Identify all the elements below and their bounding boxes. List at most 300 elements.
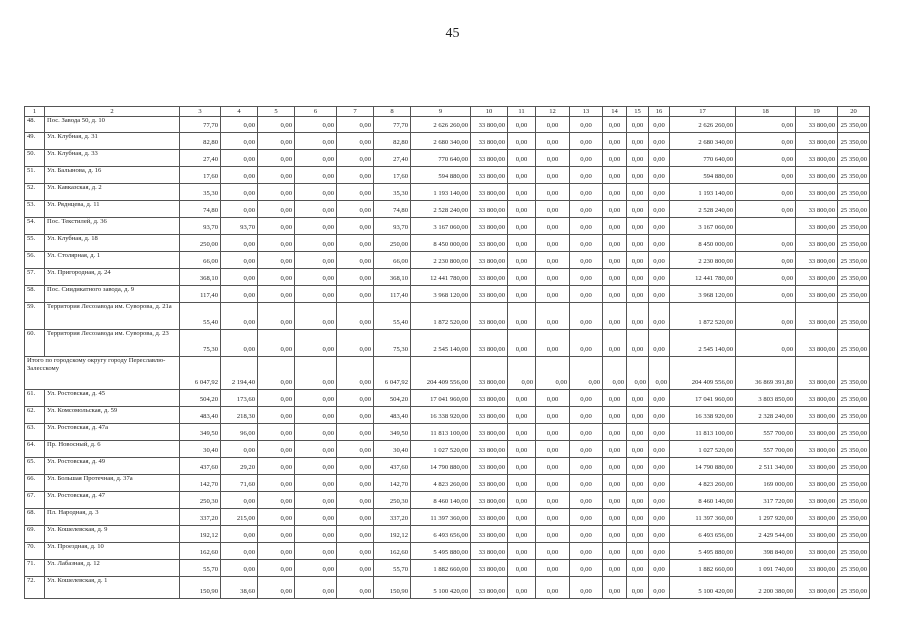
table-cell: 33 800,00 xyxy=(471,357,508,390)
table-cell: 0,00 xyxy=(221,184,258,201)
table-cell: 0,00 xyxy=(337,357,374,390)
column-number: 5 xyxy=(258,107,295,117)
table-cell: 8 460 140,00 xyxy=(411,492,471,509)
table-cell: 33 800,00 xyxy=(471,150,508,167)
table-cell: 0,00 xyxy=(337,543,374,560)
address-cell: Ул. Ростовская, д. 47 xyxy=(45,492,180,509)
table-cell: 25 350,00 xyxy=(838,526,870,543)
table-cell: 25 350,00 xyxy=(838,424,870,441)
table-cell: 30,40 xyxy=(180,441,221,458)
table-cell: 33 800,00 xyxy=(796,357,838,390)
table-cell: 74,80 xyxy=(374,201,411,218)
table-cell: 0,00 xyxy=(649,218,670,235)
table-cell: 0,00 xyxy=(603,577,627,599)
table-cell: 215,00 xyxy=(221,509,258,526)
table-cell: 2 230 800,00 xyxy=(670,252,736,269)
table-cell: 11 813 100,00 xyxy=(670,424,736,441)
table-cell: 0,00 xyxy=(570,458,603,475)
address-cell: Ул. Клубная, д. 18 xyxy=(45,235,180,252)
address-cell: Ул. Лабазная, д. 12 xyxy=(45,560,180,577)
table-cell: 0,00 xyxy=(570,424,603,441)
table-cell: 437,60 xyxy=(180,458,221,475)
table-cell: 0,00 xyxy=(536,357,570,390)
table-cell: 0,00 xyxy=(508,441,536,458)
table-cell: 0,00 xyxy=(570,357,603,390)
table-cell: 0,00 xyxy=(258,330,295,357)
table-cell: 33 800,00 xyxy=(471,269,508,286)
table-cell: 483,40 xyxy=(374,407,411,424)
table-cell: 0,00 xyxy=(337,133,374,150)
table-cell: 33 800,00 xyxy=(796,150,838,167)
table-cell: 0,00 xyxy=(508,235,536,252)
table-cell: 11 397 360,00 xyxy=(411,509,471,526)
table-cell: 0,00 xyxy=(508,492,536,509)
row-number: 54. xyxy=(25,218,45,235)
table-cell: 33 800,00 xyxy=(471,492,508,509)
table-cell: 0,00 xyxy=(337,458,374,475)
table-cell: 0,00 xyxy=(627,577,649,599)
table-cell: 192,12 xyxy=(180,526,221,543)
table-cell: 3 968 120,00 xyxy=(670,286,736,303)
table-cell: 93,70 xyxy=(374,218,411,235)
table-cell: 8 460 140,00 xyxy=(670,492,736,509)
column-number: 15 xyxy=(627,107,649,117)
table-cell: 0,00 xyxy=(221,560,258,577)
table-row xyxy=(25,577,870,599)
table-cell: 0,00 xyxy=(570,201,603,218)
row-number: 51. xyxy=(25,167,45,184)
table-cell: 0,00 xyxy=(736,150,796,167)
table-cell: 25 350,00 xyxy=(838,577,870,599)
table-cell: 0,00 xyxy=(258,458,295,475)
table-cell: 33 800,00 xyxy=(471,475,508,492)
table-cell: 0,00 xyxy=(221,526,258,543)
table-cell: 0,00 xyxy=(508,424,536,441)
table-cell: 0,00 xyxy=(603,407,627,424)
table-cell: 0,00 xyxy=(627,492,649,509)
address-cell: Территория Лесозавода им. Суворова, д. 23 xyxy=(45,330,180,357)
table-cell: 33 800,00 xyxy=(796,458,838,475)
table-cell: 0,00 xyxy=(570,509,603,526)
table-cell: 0,00 xyxy=(295,441,337,458)
table-cell: 12 441 780,00 xyxy=(670,269,736,286)
table-cell: 55,70 xyxy=(180,560,221,577)
table-cell: 0,00 xyxy=(649,150,670,167)
table-cell: 16 338 920,00 xyxy=(670,407,736,424)
table-cell: 33 800,00 xyxy=(471,235,508,252)
table-cell: 0,00 xyxy=(536,424,570,441)
table-cell: 0,00 xyxy=(570,407,603,424)
table-row xyxy=(25,424,870,441)
table-cell: 25 350,00 xyxy=(838,167,870,184)
address-cell: Ул. Кошелевская, д. 9 xyxy=(45,526,180,543)
table-cell: 8 450 000,00 xyxy=(411,235,471,252)
table-cell: 0,00 xyxy=(337,492,374,509)
table-cell: 33 800,00 xyxy=(796,424,838,441)
table-cell: 27,40 xyxy=(374,150,411,167)
table-cell: 0,00 xyxy=(295,509,337,526)
table-row xyxy=(25,167,870,184)
table-cell: 594 880,00 xyxy=(411,167,471,184)
address-cell: Ул. Ростовская, д. 45 xyxy=(45,390,180,407)
table-cell: 0,00 xyxy=(258,252,295,269)
table-cell: 0,00 xyxy=(508,330,536,357)
table-cell: 349,50 xyxy=(180,424,221,441)
table-cell: 0,00 xyxy=(570,303,603,330)
table-cell: 0,00 xyxy=(627,509,649,526)
table-cell: 25 350,00 xyxy=(838,475,870,492)
table-cell: 35,30 xyxy=(374,184,411,201)
table-cell: 0,00 xyxy=(295,458,337,475)
table-cell: 0,00 xyxy=(295,117,337,133)
table-row xyxy=(25,492,870,509)
table-cell: 0,00 xyxy=(536,303,570,330)
table-cell: 0,00 xyxy=(337,235,374,252)
table-cell: 0,00 xyxy=(570,475,603,492)
table-cell: 0,00 xyxy=(649,330,670,357)
table-cell: 2 230 800,00 xyxy=(411,252,471,269)
table-cell: 2 328 240,00 xyxy=(736,407,796,424)
table-cell: 33 800,00 xyxy=(796,252,838,269)
row-number: 72. xyxy=(25,577,45,599)
table-cell: 0,00 xyxy=(258,303,295,330)
table-cell: 33 800,00 xyxy=(471,252,508,269)
column-number: 11 xyxy=(508,107,536,117)
table-cell: 250,30 xyxy=(180,492,221,509)
table-row xyxy=(25,303,870,330)
table-cell: 483,40 xyxy=(180,407,221,424)
table-cell: 173,60 xyxy=(221,390,258,407)
total-row xyxy=(25,357,870,390)
table-cell: 0,00 xyxy=(295,543,337,560)
table-cell: 66,00 xyxy=(180,252,221,269)
table-cell: 0,00 xyxy=(649,286,670,303)
row-number: 67. xyxy=(25,492,45,509)
table-cell: 0,00 xyxy=(337,475,374,492)
address-cell: Ул. Балынова, д. 16 xyxy=(45,167,180,184)
row-number: 55. xyxy=(25,235,45,252)
table-cell: 594 880,00 xyxy=(670,167,736,184)
table-cell: 0,00 xyxy=(627,201,649,218)
address-cell: Ул. Ряднцева, д. 11 xyxy=(45,201,180,218)
total-label: Итого по городскому округу городу Переславлю-Залесскому xyxy=(25,357,180,390)
table-cell: 33 800,00 xyxy=(796,492,838,509)
column-number: 4 xyxy=(221,107,258,117)
table-cell: 0,00 xyxy=(508,201,536,218)
table-cell: 0,00 xyxy=(337,407,374,424)
table-cell: 0,00 xyxy=(295,475,337,492)
table-cell: 33 800,00 xyxy=(796,286,838,303)
table-cell: 0,00 xyxy=(603,167,627,184)
table-cell: 11 813 100,00 xyxy=(411,424,471,441)
table-cell: 337,20 xyxy=(374,509,411,526)
table-cell: 0,00 xyxy=(603,475,627,492)
table-cell: 25 350,00 xyxy=(838,133,870,150)
column-number: 16 xyxy=(649,107,670,117)
table-cell: 0,00 xyxy=(295,357,337,390)
table-cell: 0,00 xyxy=(603,150,627,167)
table-cell: 0,00 xyxy=(627,407,649,424)
table-cell: 0,00 xyxy=(295,390,337,407)
table-cell: 0,00 xyxy=(603,252,627,269)
table-cell: 2 680 340,00 xyxy=(670,133,736,150)
table-cell: 33 800,00 xyxy=(796,117,838,133)
table-cell: 0,00 xyxy=(536,543,570,560)
table-row xyxy=(25,286,870,303)
column-number: 14 xyxy=(603,107,627,117)
table-cell: 0,00 xyxy=(649,560,670,577)
table-cell: 437,60 xyxy=(374,458,411,475)
table-cell: 25 350,00 xyxy=(838,441,870,458)
table-cell: 162,60 xyxy=(374,543,411,560)
table-cell: 0,00 xyxy=(295,269,337,286)
page-number: 45 xyxy=(445,26,460,41)
table-cell: 0,00 xyxy=(627,390,649,407)
table-cell: 96,00 xyxy=(221,424,258,441)
table-cell: 14 790 880,00 xyxy=(670,458,736,475)
table-cell: 0,00 xyxy=(295,330,337,357)
table-row xyxy=(25,390,870,407)
table-row xyxy=(25,441,870,458)
table-cell: 2 528 240,00 xyxy=(411,201,471,218)
table-cell: 0,00 xyxy=(221,286,258,303)
table-cell: 0,00 xyxy=(258,201,295,218)
table-cell: 0,00 xyxy=(536,509,570,526)
table-cell: 5 100 420,00 xyxy=(411,577,471,599)
table-cell: 0,00 xyxy=(603,330,627,357)
table-cell: 2 545 140,00 xyxy=(411,330,471,357)
table-cell: 0,00 xyxy=(508,150,536,167)
table-row xyxy=(25,133,870,150)
table-cell: 142,70 xyxy=(374,475,411,492)
table-cell: 0,00 xyxy=(649,458,670,475)
table-cell: 1 297 920,00 xyxy=(736,509,796,526)
table-cell: 0,00 xyxy=(649,133,670,150)
table-cell: 0,00 xyxy=(603,560,627,577)
table-cell: 0,00 xyxy=(536,407,570,424)
table-cell: 0,00 xyxy=(536,441,570,458)
table-cell: 368,10 xyxy=(374,269,411,286)
table-cell: 1 193 140,00 xyxy=(670,184,736,201)
table-cell: 2 528 240,00 xyxy=(670,201,736,218)
table-cell: 0,00 xyxy=(258,577,295,599)
table-cell: 0,00 xyxy=(258,150,295,167)
table-cell: 0,00 xyxy=(221,117,258,133)
table-cell: 0,00 xyxy=(536,577,570,599)
table-cell: 0,00 xyxy=(337,390,374,407)
table-cell: 192,12 xyxy=(374,526,411,543)
table-cell: 504,20 xyxy=(180,390,221,407)
table-cell: 0,00 xyxy=(736,133,796,150)
table-cell: 0,00 xyxy=(295,492,337,509)
table-cell: 204 409 556,00 xyxy=(670,357,736,390)
column-number: 1 xyxy=(25,107,45,117)
table-cell: 0,00 xyxy=(536,167,570,184)
table-cell: 0,00 xyxy=(258,184,295,201)
table-cell: 0,00 xyxy=(221,303,258,330)
table-cell: 25 350,00 xyxy=(838,184,870,201)
table-cell: 0,00 xyxy=(603,509,627,526)
table-cell: 557 700,00 xyxy=(736,424,796,441)
table-cell: 0,00 xyxy=(736,269,796,286)
row-number: 53. xyxy=(25,201,45,218)
table-row xyxy=(25,117,870,133)
table-cell: 0,00 xyxy=(337,184,374,201)
row-number: 71. xyxy=(25,560,45,577)
table-cell: 17 041 960,00 xyxy=(411,390,471,407)
table-cell: 33 800,00 xyxy=(471,509,508,526)
table-cell: 2 429 544,00 xyxy=(736,526,796,543)
address-cell: Ул. Клубная, д. 31 xyxy=(45,133,180,150)
table-cell: 0,00 xyxy=(508,543,536,560)
table-cell: 0,00 xyxy=(258,526,295,543)
table-cell: 0,00 xyxy=(337,167,374,184)
table-cell: 0,00 xyxy=(258,441,295,458)
table-cell: 0,00 xyxy=(736,303,796,330)
table-cell: 0,00 xyxy=(603,303,627,330)
address-cell: Территория Лесозавода им. Суворова, д. 21а xyxy=(45,303,180,330)
table-cell: 3 167 060,00 xyxy=(670,218,736,235)
table-cell: 33 800,00 xyxy=(471,441,508,458)
table-cell: 5 495 880,00 xyxy=(670,543,736,560)
table-cell: 0,00 xyxy=(337,269,374,286)
table-cell: 0,00 xyxy=(627,117,649,133)
table-cell: 17,60 xyxy=(180,167,221,184)
table-cell: 25 350,00 xyxy=(838,492,870,509)
table-cell: 33 800,00 xyxy=(796,390,838,407)
table-cell: 0,00 xyxy=(627,167,649,184)
table-cell: 250,00 xyxy=(374,235,411,252)
table-cell: 0,00 xyxy=(221,150,258,167)
table-cell: 0,00 xyxy=(627,475,649,492)
table-cell: 0,00 xyxy=(536,526,570,543)
table-cell: 0,00 xyxy=(627,441,649,458)
row-number: 57. xyxy=(25,269,45,286)
table-cell: 0,00 xyxy=(603,543,627,560)
column-number: 20 xyxy=(838,107,870,117)
table-cell: 0,00 xyxy=(258,407,295,424)
table-cell: 0,00 xyxy=(508,509,536,526)
table-cell: 55,40 xyxy=(374,303,411,330)
table-cell: 55,40 xyxy=(180,303,221,330)
table-cell: 0,00 xyxy=(627,150,649,167)
table-cell: 6 493 656,00 xyxy=(411,526,471,543)
row-number: 56. xyxy=(25,252,45,269)
table-row xyxy=(25,184,870,201)
table-cell: 0,00 xyxy=(508,252,536,269)
table-cell: 5 495 880,00 xyxy=(411,543,471,560)
table-cell: 6 047,92 xyxy=(180,357,221,390)
table-cell: 0,00 xyxy=(295,167,337,184)
table-cell: 0,00 xyxy=(570,117,603,133)
address-cell: Ул. Кавказская, д. 2 xyxy=(45,184,180,201)
table-cell: 557 700,00 xyxy=(736,441,796,458)
table-cell: 142,70 xyxy=(180,475,221,492)
data-table xyxy=(24,106,870,599)
table-cell: 0,00 xyxy=(736,252,796,269)
table-cell: 0,00 xyxy=(603,492,627,509)
table-cell: 117,40 xyxy=(180,286,221,303)
table-cell: 33 800,00 xyxy=(471,184,508,201)
table-cell: 30,40 xyxy=(374,441,411,458)
table-cell: 0,00 xyxy=(536,150,570,167)
table-cell: 0,00 xyxy=(508,117,536,133)
table-cell: 33 800,00 xyxy=(796,184,838,201)
table-cell: 0,00 xyxy=(627,286,649,303)
table-cell: 0,00 xyxy=(736,167,796,184)
table-cell: 0,00 xyxy=(570,252,603,269)
table-cell: 4 823 260,00 xyxy=(411,475,471,492)
table-cell: 0,00 xyxy=(570,330,603,357)
table-cell: 0,00 xyxy=(337,201,374,218)
table-cell: 33 800,00 xyxy=(796,167,838,184)
table-cell: 2 511 340,00 xyxy=(736,458,796,475)
table-cell: 25 350,00 xyxy=(838,252,870,269)
table-cell: 33 800,00 xyxy=(796,133,838,150)
table-cell: 162,60 xyxy=(180,543,221,560)
table-cell: 93,70 xyxy=(221,218,258,235)
table-row xyxy=(25,235,870,252)
table-cell: 35,30 xyxy=(180,184,221,201)
table-cell: 0,00 xyxy=(508,269,536,286)
table-cell: 0,00 xyxy=(627,235,649,252)
table-cell: 25 350,00 xyxy=(838,509,870,526)
table-cell: 33 800,00 xyxy=(471,577,508,599)
column-number: 8 xyxy=(374,107,411,117)
table-cell: 33 800,00 xyxy=(471,407,508,424)
table-cell: 0,00 xyxy=(508,407,536,424)
table-cell: 504,20 xyxy=(374,390,411,407)
table-cell: 0,00 xyxy=(603,117,627,133)
table-cell: 0,00 xyxy=(627,218,649,235)
table-cell: 33 800,00 xyxy=(471,303,508,330)
table-cell: 66,00 xyxy=(374,252,411,269)
table-cell: 55,70 xyxy=(374,560,411,577)
address-cell: Ул. Пригородная, д. 24 xyxy=(45,269,180,286)
table-cell: 0,00 xyxy=(603,424,627,441)
table-cell: 3 968 120,00 xyxy=(411,286,471,303)
table-cell: 3 803 850,00 xyxy=(736,390,796,407)
table-cell: 75,30 xyxy=(180,330,221,357)
table-cell: 0,00 xyxy=(649,543,670,560)
table-cell: 71,60 xyxy=(221,475,258,492)
address-cell: Пл. Народная, д. 3 xyxy=(45,509,180,526)
table-cell: 0,00 xyxy=(627,330,649,357)
table-cell: 0,00 xyxy=(221,330,258,357)
table-cell: 2 626 260,00 xyxy=(670,117,736,133)
table-cell: 0,00 xyxy=(508,577,536,599)
table-cell: 77,70 xyxy=(180,117,221,133)
table-cell: 398 840,00 xyxy=(736,543,796,560)
table-cell: 33 800,00 xyxy=(796,577,838,599)
table-cell: 0,00 xyxy=(649,577,670,599)
table-cell: 0,00 xyxy=(536,184,570,201)
table-cell: 0,00 xyxy=(649,117,670,133)
table-cell: 0,00 xyxy=(536,286,570,303)
table-cell: 250,30 xyxy=(374,492,411,509)
table-cell: 0,00 xyxy=(570,560,603,577)
table-row xyxy=(25,252,870,269)
table-cell: 33 800,00 xyxy=(796,441,838,458)
table-cell: 0,00 xyxy=(508,133,536,150)
address-cell: Ул. Столярная, д. 1 xyxy=(45,252,180,269)
table-cell: 150,90 xyxy=(180,577,221,599)
table-cell: 0,00 xyxy=(536,475,570,492)
table-cell: 0,00 xyxy=(536,133,570,150)
table-cell: 14 790 880,00 xyxy=(411,458,471,475)
table-row xyxy=(25,150,870,167)
table-cell: 0,00 xyxy=(570,526,603,543)
